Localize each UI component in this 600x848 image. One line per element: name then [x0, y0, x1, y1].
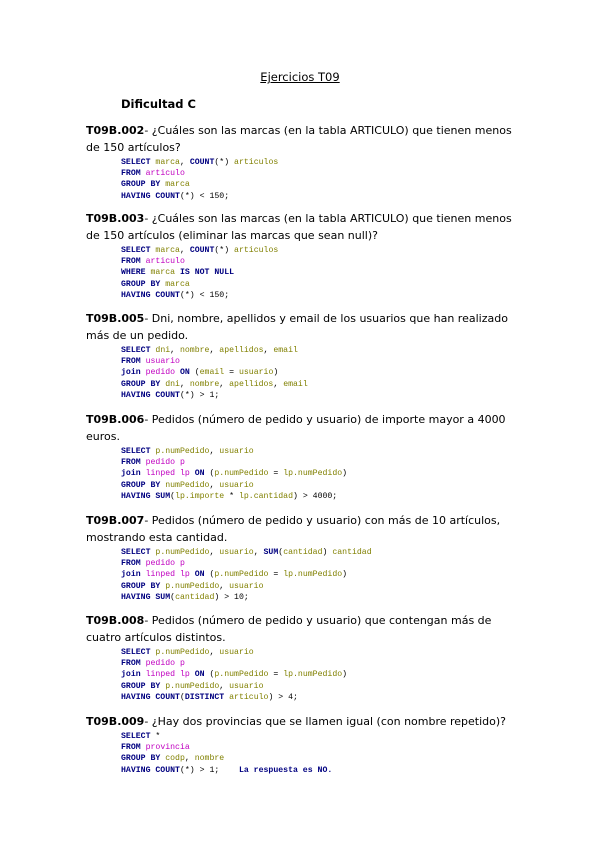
sql-token: ) [342, 570, 348, 580]
sql-token: join [121, 570, 146, 580]
exercise-3 [86, 310, 526, 401]
sql-token: = [268, 570, 284, 580]
exercise-code: T09B.007 [86, 514, 145, 527]
sql-line [121, 731, 526, 742]
sql-line [121, 356, 526, 367]
sql-line [121, 157, 526, 168]
sql-token: ( [170, 592, 176, 602]
sql-token: = [224, 368, 239, 378]
sql-token: ( [170, 491, 176, 501]
sql-token: articulos [234, 246, 279, 255]
sql-line [121, 742, 526, 753]
sql-token: (*) < 150; [179, 191, 230, 201]
sql-token: usuario [219, 447, 254, 456]
sql-token: ( [209, 670, 215, 680]
sql-line [121, 179, 526, 190]
sql-line [121, 658, 526, 669]
sql-line [121, 480, 526, 491]
sql-line [121, 581, 526, 592]
sql-token: marca [165, 279, 190, 289]
sql-token: email [199, 368, 225, 378]
sql-token: , [263, 346, 274, 355]
sql-line [121, 491, 526, 502]
sql-token: p.numPedido [165, 681, 220, 691]
sql-token: , [273, 379, 284, 389]
sql-token: , [219, 681, 230, 691]
sql-token: , [253, 548, 264, 557]
sql-block [121, 547, 526, 603]
sql-token: join [121, 368, 146, 378]
exercise-6 [86, 612, 526, 703]
sql-line [121, 468, 526, 479]
sql-token: usuario [229, 581, 264, 591]
sql-block [121, 647, 526, 703]
exercise-question [86, 411, 526, 445]
sql-token: apellidos [229, 379, 274, 389]
sql-line [121, 647, 526, 658]
exercise-text: - ¿Cuáles son las marcas (en la tabla ARTICULO) que tienen menos de 150 artículos (eliminar las marcas que sean null)? [86, 212, 512, 242]
sql-token: p.numPedido [155, 447, 210, 456]
exercise-5 [86, 512, 526, 603]
exercise-code: T09B.006 [86, 413, 145, 426]
sql-token: , [179, 379, 190, 389]
sql-token: , [179, 158, 190, 167]
sql-line [121, 245, 526, 256]
sql-token: HAVING COUNT [121, 191, 180, 201]
sql-token: , [219, 581, 230, 591]
sql-block [121, 245, 526, 301]
sql-token: usuario [219, 480, 254, 490]
sql-token: , [209, 648, 220, 657]
sql-token: linped lp [145, 469, 190, 479]
sql-block [121, 446, 526, 502]
sql-token: marca [150, 268, 176, 278]
sql-token: join [121, 670, 146, 680]
sql-token: , [184, 754, 195, 764]
difficulty-heading: Dificultad C [121, 97, 196, 111]
exercise-7 [86, 713, 526, 776]
sql-token: ) [322, 548, 333, 557]
sql-token: usuario [145, 357, 180, 367]
sql-token: nombre [179, 346, 210, 355]
sql-token: SELECT [121, 648, 156, 657]
sql-token: * [155, 732, 161, 741]
sql-line [121, 569, 526, 580]
exercise-text: - ¿Hay dos provincias que se llamen igual (con nombre repetido)? [144, 715, 507, 728]
sql-token: , [170, 346, 180, 355]
sql-token: ) > 4000; [293, 491, 338, 501]
exercise-code: T09B.008 [86, 614, 145, 627]
exercise-text: - Pedidos (número de pedido y usuario) con más de 10 artículos, mostrando esta cantidad. [86, 514, 501, 544]
sql-line [121, 692, 526, 703]
sql-token: lp.importe [175, 491, 225, 501]
sql-token: ( [209, 570, 215, 580]
sql-token: HAVING COUNT [121, 390, 180, 400]
sql-line [121, 390, 526, 401]
exercise-question [86, 122, 526, 156]
sql-token: nombre [194, 754, 225, 764]
exercise-question [86, 512, 526, 546]
sql-token: usuario [238, 368, 274, 378]
sql-token: ON [189, 570, 210, 580]
sql-token: (*) [214, 246, 235, 255]
sql-token: p.numPedido [214, 570, 269, 580]
sql-token: marca [155, 158, 180, 167]
sql-token: numPedido [165, 480, 210, 490]
exercise-code: T09B.005 [86, 312, 145, 325]
sql-token: ON [175, 368, 195, 378]
sql-token: pedido [145, 368, 176, 378]
sql-token: , [209, 480, 220, 490]
sql-token: , [209, 447, 220, 456]
sql-token: p.numPedido [214, 469, 269, 479]
sql-token: La respuesta es NO. [238, 765, 333, 775]
sql-block [121, 345, 526, 401]
sql-token: cantidad [283, 548, 323, 557]
sql-token: dni [165, 379, 180, 389]
exercise-1 [86, 122, 526, 202]
sql-line [121, 457, 526, 468]
sql-line [121, 290, 526, 301]
sql-token: articulo [145, 169, 185, 179]
exercise-text: - Pedidos (número de pedido y usuario) de importe mayor a 4000 euros. [86, 413, 506, 443]
sql-token: pedido p [145, 559, 185, 569]
sql-token: articulo [229, 692, 269, 702]
sql-token: linped lp [145, 670, 190, 680]
sql-token: SELECT [121, 732, 156, 741]
sql-token: SELECT [121, 548, 156, 557]
sql-token: pedido p [145, 659, 185, 669]
exercise-code: T09B.003 [86, 212, 145, 225]
sql-token: usuario [229, 681, 264, 691]
sql-token: ( [209, 469, 215, 479]
sql-token: HAVING SUM [121, 592, 171, 602]
sql-token: codp [165, 754, 185, 764]
sql-line [121, 765, 526, 776]
sql-token: = [268, 670, 284, 680]
sql-token: (*) [214, 158, 235, 167]
sql-token: , [209, 346, 220, 355]
sql-line [121, 547, 526, 558]
sql-block [121, 157, 526, 202]
exercise-text: - Dni, nombre, apellidos y email de los usuarios que han realizado más de un pedido. [86, 312, 508, 342]
sql-token: , [179, 246, 190, 255]
sql-token: usuario [219, 648, 254, 657]
exercise-4 [86, 411, 526, 502]
sql-token: ) > 4; [268, 692, 298, 702]
sql-token: HAVING COUNT [121, 290, 180, 300]
sql-line [121, 256, 526, 267]
sql-token: WHERE [121, 268, 151, 278]
sql-token: lp.numPedido [283, 670, 343, 680]
sql-token: email [273, 346, 298, 355]
sql-token: linped lp [145, 570, 190, 580]
sql-token: SELECT [121, 346, 156, 355]
sql-token: p.numPedido [214, 670, 269, 680]
sql-line [121, 191, 526, 202]
exercise-code: T09B.009 [86, 715, 145, 728]
sql-token: FROM [121, 458, 146, 468]
sql-token: (*) > 1; [179, 390, 220, 400]
sql-token: (*) < 150; [179, 290, 230, 300]
sql-token: ( [194, 368, 200, 378]
page-title: Ejercicios T09 [260, 70, 340, 84]
sql-token: (*) > 1; [179, 765, 239, 775]
sql-token: ) [342, 670, 348, 680]
sql-token: SUM [263, 548, 279, 557]
sql-token: GROUP BY [121, 681, 166, 691]
sql-token: lp.cantidad [238, 491, 293, 501]
exercise-question [86, 210, 526, 244]
sql-token: , [209, 548, 220, 557]
sql-token: SELECT [121, 447, 156, 456]
sql-token: cantidad [175, 592, 215, 602]
exercise-question [86, 310, 526, 344]
sql-token: FROM [121, 169, 146, 179]
sql-token: DISTINCT [184, 692, 230, 702]
sql-token: GROUP BY [121, 279, 166, 289]
sql-token: articulos [234, 158, 279, 167]
sql-token: FROM [121, 559, 146, 569]
sql-token: HAVING SUM [121, 491, 171, 501]
exercise-code: T09B.002 [86, 124, 145, 137]
sql-line [121, 669, 526, 680]
sql-token: provincia [145, 743, 190, 753]
sql-token: articulo [145, 257, 185, 267]
sql-line [121, 168, 526, 179]
sql-token: GROUP BY [121, 581, 166, 591]
sql-token: GROUP BY [121, 754, 166, 764]
sql-line [121, 681, 526, 692]
sql-token: p.numPedido [155, 648, 210, 657]
sql-line [121, 592, 526, 603]
sql-block [121, 731, 526, 776]
exercise-question [86, 612, 526, 646]
sql-token: ) [273, 368, 279, 378]
sql-token: FROM [121, 357, 146, 367]
sql-token: ) > 10; [214, 592, 249, 602]
sql-token: ON [189, 670, 210, 680]
sql-line [121, 267, 526, 278]
exercise-2 [86, 210, 526, 301]
sql-token: GROUP BY [121, 379, 166, 389]
sql-token: dni [155, 346, 171, 355]
sql-token: join [121, 469, 146, 479]
sql-token: ) [342, 469, 348, 479]
exercise-question [86, 713, 526, 730]
sql-line [121, 367, 526, 378]
sql-token: nombre [189, 379, 220, 389]
sql-token: marca [155, 246, 180, 255]
sql-line [121, 279, 526, 290]
sql-token: lp.numPedido [283, 570, 343, 580]
sql-token: IS NOT NULL [175, 268, 235, 278]
sql-line [121, 753, 526, 764]
sql-token: SELECT [121, 158, 156, 167]
sql-token: FROM [121, 257, 146, 267]
sql-token: COUNT [189, 246, 215, 255]
sql-token: p.numPedido [155, 548, 210, 557]
sql-token: cantidad [332, 548, 372, 557]
sql-token: ON [189, 469, 210, 479]
sql-token: email [283, 379, 308, 389]
sql-token: marca [165, 180, 190, 190]
sql-token: ( [179, 692, 185, 702]
sql-token: HAVING COUNT [121, 692, 180, 702]
sql-token: * [224, 491, 239, 501]
sql-token: ( [278, 548, 284, 557]
sql-line [121, 558, 526, 569]
sql-token: apellidos [219, 346, 264, 355]
sql-token: COUNT [189, 158, 215, 167]
sql-token: p.numPedido [165, 581, 220, 591]
sql-token: FROM [121, 659, 146, 669]
sql-token: FROM [121, 743, 146, 753]
sql-token: GROUP BY [121, 180, 166, 190]
sql-line [121, 345, 526, 356]
sql-token: SELECT [121, 246, 156, 255]
sql-token: GROUP BY [121, 480, 166, 490]
sql-token: lp.numPedido [283, 469, 343, 479]
sql-line [121, 446, 526, 457]
exercise-text: - Pedidos (número de pedido y usuario) que contengan más de cuatro artículos distintos. [86, 614, 492, 644]
sql-token: pedido p [145, 458, 185, 468]
sql-token: , [219, 379, 230, 389]
sql-token: usuario [219, 548, 254, 557]
exercise-text: - ¿Cuáles son las marcas (en la tabla ARTICULO) que tienen menos de 150 artículos? [86, 124, 512, 154]
sql-token: HAVING COUNT [121, 765, 180, 775]
sql-line [121, 379, 526, 390]
sql-token: = [268, 469, 284, 479]
